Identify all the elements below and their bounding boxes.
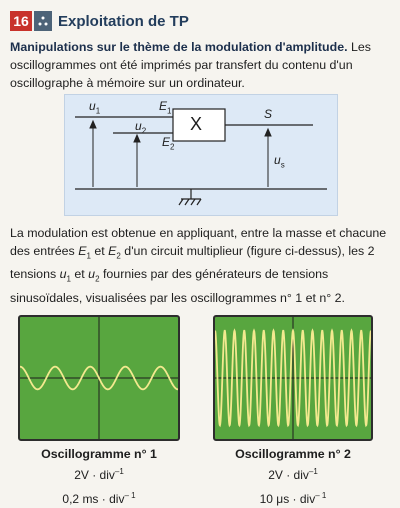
exercise-heading	[10, 10, 189, 32]
u1-arrow	[90, 121, 96, 187]
label-E1: $E_1$	[159, 99, 172, 116]
caption-2	[213, 446, 373, 508]
label-u2: $u_2$	[135, 119, 147, 136]
explanation-paragraph: La modulation est obtenue en appliquant, entre la masse et chacune des entrées $E_1$ et $E_2$ d'un circuit multiplieur (figure ci-dessus), les 2 tensions $u_1$ et $u_2$ fournies par des générateurs de tensions sinusoïdales, visualisées par les oscillogrammes n° 1 et n° 2.	[10, 226, 387, 305]
exercise-number: 16	[10, 11, 32, 31]
label-X: X	[190, 114, 203, 134]
caption-2-y: 2V · div$^{-1}$	[268, 467, 318, 482]
circuit-diagram	[64, 94, 338, 216]
ground-symbol	[179, 189, 201, 205]
intro-rest: Les oscillogrammes ont été imprimés par transfert du contenu d'un oscillographe à mémoire sur un ordinateur.	[10, 40, 371, 90]
label-S: S	[264, 107, 273, 121]
caption-1-x: 0,2 ms · div$^{- 1}$	[62, 491, 136, 506]
us-arrow	[265, 129, 271, 187]
dice-icon	[34, 11, 52, 31]
u2-arrow	[134, 135, 140, 187]
oscillogram-1	[18, 315, 180, 441]
exercise-title: Exploitation de TP	[58, 12, 189, 30]
label-E2: $E_2$	[162, 135, 175, 152]
intro-text	[10, 38, 386, 92]
oscillogram-2	[213, 315, 373, 441]
label-us: $u_s$	[274, 153, 285, 170]
caption-2-title: Oscillogramme n° 2	[235, 447, 351, 461]
caption-1	[18, 446, 180, 508]
caption-1-title: Oscillogramme n° 1	[41, 447, 157, 461]
caption-1-y: 2V · div$^{-1}$	[74, 467, 124, 482]
caption-2-x: 10 μs · div$^{- 1}$	[259, 491, 327, 506]
intro-bold: Manipulations sur le thème de la modulation d'amplitude.	[10, 40, 348, 54]
label-u1: $u_1$	[89, 99, 101, 116]
